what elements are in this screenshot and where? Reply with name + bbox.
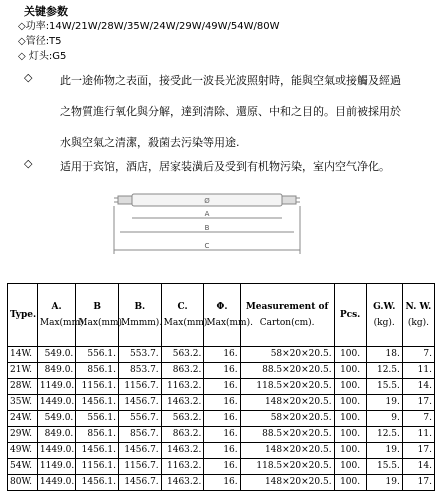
table-cell-b-mmmm: 1456.7. [118, 443, 161, 459]
table-cell-net-weight: 7. [402, 411, 434, 427]
header-label-bottom: Max(mm). [206, 318, 253, 328]
table-cell-a-max: 1449.0. [37, 475, 75, 491]
table-cell-b-max: 1456.1. [76, 395, 119, 411]
table-row [8, 459, 435, 475]
table-cell-gross-weight: 19. [366, 395, 402, 411]
table-cell-carton-measurement: 88.5×20×20.5. [240, 363, 334, 379]
table-cell-b-max: 856.1. [76, 427, 119, 443]
table-cell-b-mmmm: 1456.7. [118, 475, 161, 491]
dimension-label-c: C [204, 242, 210, 250]
table-cell-pcs: 100. [334, 427, 366, 443]
table-cell-carton-measurement: 118.5×20×20.5. [240, 459, 334, 475]
header-label-bottom: Pcs. [339, 310, 361, 320]
tube-cap-right [282, 196, 296, 204]
table-cell-pcs: 100. [334, 459, 366, 475]
table-cell-gross-weight: 15.5. [366, 459, 402, 475]
table-cell-b-mmmm: 553.7. [118, 347, 161, 363]
table-cell-b-max: 556.1. [76, 347, 119, 363]
header-label-bottom: Max(mm). [163, 318, 211, 328]
header-label-top: C. [177, 302, 188, 312]
table-cell-b-mmmm: 1456.7. [118, 395, 161, 411]
table-cell-diameter-max: 16. [204, 459, 240, 475]
table-cell-b-mmmm: 1156.7. [118, 459, 161, 475]
table-cell-carton-measurement: 58×20×20.5. [240, 411, 334, 427]
table-cell-diameter-max: 16. [204, 363, 240, 379]
table-cell-gross-weight: 12.5. [366, 363, 402, 379]
spec-line-tube-diameter: ◇管径:T5 [18, 36, 62, 47]
table-cell-gross-weight: 18. [366, 347, 402, 363]
table-cell-b-mmmm: 1156.7. [118, 379, 161, 395]
table-cell-diameter-max: 16. [204, 379, 240, 395]
table-cell-carton-measurement: 58×20×20.5. [240, 347, 334, 363]
table-cell-type: 14W. [8, 347, 38, 363]
table-row [8, 427, 435, 443]
table-cell-pcs: 100. [334, 363, 366, 379]
table-cell-diameter-max: 16. [204, 411, 240, 427]
table-cell-net-weight: 14. [402, 459, 434, 475]
table-cell-pcs: 100. [334, 395, 366, 411]
table-cell-net-weight: 11. [402, 363, 434, 379]
table-cell-pcs: 100. [334, 411, 366, 427]
table-cell-net-weight: 17. [402, 395, 434, 411]
table-cell-c-max: 863.2. [161, 427, 204, 443]
table-cell-type: 54W. [8, 459, 38, 475]
description-line: 水與空氣之清潔，殺菌去污染等用途. [60, 136, 240, 149]
lamp-spec-table [7, 283, 435, 491]
dimension-label-b: B [204, 224, 210, 232]
table-cell-c-max: 1463.2. [161, 395, 204, 411]
header-label-top: Φ. [216, 302, 228, 312]
table-row [8, 443, 435, 459]
bullet-symbol: ◇ [24, 157, 33, 170]
table-cell-c-max: 563.2. [161, 411, 204, 427]
table-cell-type: 21W. [8, 363, 38, 379]
tube-cap-left [118, 196, 132, 204]
table-cell-carton-measurement: 148×20×20.5. [240, 395, 334, 411]
header-type [8, 284, 38, 347]
table-row [8, 475, 435, 491]
dimension-label-a: A [204, 210, 210, 218]
table-cell-diameter-max: 16. [204, 395, 240, 411]
lamp-dimension-diagram [110, 184, 310, 266]
table-cell-c-max: 1163.2. [161, 459, 204, 475]
table-cell-carton-measurement: 88.5×20×20.5. [240, 427, 334, 443]
table-cell-b-max: 556.1. [76, 411, 119, 427]
header-label-top: A. [51, 302, 62, 312]
bullet-symbol: ◇ [24, 71, 33, 84]
table-cell-b-max: 1156.1. [76, 379, 119, 395]
header-label-top: Measurement of [245, 302, 329, 312]
header-carton-measurement [240, 284, 334, 347]
table-cell-a-max: 1149.0. [37, 379, 75, 395]
spec-line-lamp-base: ◇ 灯头:G5 [18, 51, 67, 62]
table-cell-carton-measurement: 148×20×20.5. [240, 475, 334, 491]
table-cell-net-weight: 17. [402, 443, 434, 459]
table-cell-b-max: 1456.1. [76, 475, 119, 491]
table-cell-a-max: 1449.0. [37, 443, 75, 459]
header-c-max [161, 284, 211, 347]
table-row [8, 347, 435, 363]
table-cell-c-max: 863.2. [161, 363, 204, 379]
table-cell-net-weight: 7. [402, 347, 434, 363]
table-row [8, 411, 435, 427]
table-cell-net-weight: 11. [402, 427, 434, 443]
table-cell-carton-measurement: 148×20×20.5. [240, 443, 334, 459]
table-cell-pcs: 100. [334, 443, 366, 459]
table-cell-c-max: 1163.2. [161, 379, 204, 395]
table-cell-pcs: 100. [334, 347, 366, 363]
header-net-weight [402, 284, 434, 347]
header-pcs [334, 284, 366, 347]
description-line: 此一途佈物之表面，接受此一波長光波照射時，能與空氣或接觸及經過 [60, 74, 401, 87]
table-cell-diameter-max: 16. [204, 347, 240, 363]
table-cell-b-max: 856.1. [76, 363, 119, 379]
table-cell-carton-measurement: 118.5×20×20.5. [240, 379, 334, 395]
section-title: 关键参数 [24, 5, 68, 18]
header-label-bottom: (kg). [373, 318, 395, 328]
header-b-max [76, 284, 125, 347]
header-diameter-max [204, 284, 253, 347]
spec-line-power: ◇功率:14W/21W/28W/35W/24W/29W/49W/54W/80W [18, 21, 280, 32]
table-cell-type: 49W. [8, 443, 38, 459]
table-cell-type: 80W. [8, 475, 38, 491]
table-cell-c-max: 1463.2. [161, 443, 204, 459]
table-cell-b-mmmm: 556.7. [118, 411, 161, 427]
table-cell-type: 28W. [8, 379, 38, 395]
table-cell-a-max: 549.0. [37, 411, 75, 427]
table-row [8, 379, 435, 395]
table-cell-a-max: 849.0. [37, 427, 75, 443]
table-cell-gross-weight: 19. [366, 443, 402, 459]
table-row [8, 395, 435, 411]
header-label-bottom: Mmmm). [120, 318, 163, 328]
header-label-top: B. [134, 302, 146, 312]
header-label-bottom: Max(mm). [39, 318, 87, 328]
table-cell-b-mmmm: 853.7. [118, 363, 161, 379]
header-label-bottom: Carton(cm). [259, 318, 315, 328]
table-cell-gross-weight: 19. [366, 475, 402, 491]
table-cell-c-max: 563.2. [161, 347, 204, 363]
header-a-max [37, 284, 87, 347]
table-cell-gross-weight: 12.5. [366, 427, 402, 443]
table-cell-type: 24W. [8, 411, 38, 427]
table-header-row [8, 284, 435, 347]
table-cell-b-mmmm: 856.7. [118, 427, 161, 443]
description-line: 之物質進行氧化與分解，達到清除、還原、中和之目的。目前被採用於 [60, 105, 401, 118]
application-line: 适用于宾馆，酒店，居家装潢后及受到有机物污染，室内空气净化。 [60, 160, 390, 173]
table-cell-a-max: 849.0. [37, 363, 75, 379]
table-cell-a-max: 549.0. [37, 347, 75, 363]
table-cell-type: 29W. [8, 427, 38, 443]
diameter-symbol: Ø [204, 197, 210, 205]
table-cell-type: 35W. [8, 395, 38, 411]
table-cell-gross-weight: 9. [366, 411, 402, 427]
table-cell-b-max: 1456.1. [76, 443, 119, 459]
header-gross-weight [366, 284, 402, 347]
table-cell-net-weight: 14. [402, 379, 434, 395]
table-cell-pcs: 100. [334, 379, 366, 395]
table-cell-gross-weight: 15.5. [366, 379, 402, 395]
header-label-bottom: Type. [10, 310, 37, 320]
table-cell-pcs: 100. [334, 475, 366, 491]
header-b-mmmm [118, 284, 161, 347]
header-label-top: G.W. [373, 302, 396, 312]
table-cell-net-weight: 17. [402, 475, 434, 491]
table-row [8, 363, 435, 379]
table-cell-diameter-max: 16. [204, 475, 240, 491]
header-label-bottom: (kg). [407, 318, 429, 328]
table-cell-c-max: 1463.2. [161, 475, 204, 491]
table-cell-diameter-max: 16. [204, 427, 240, 443]
header-label-top: N. W. [405, 302, 432, 312]
header-label-bottom: Max(mm). [78, 318, 125, 328]
table-cell-b-max: 1156.1. [76, 459, 119, 475]
table-cell-a-max: 1149.0. [37, 459, 75, 475]
table-cell-diameter-max: 16. [204, 443, 240, 459]
header-label-top: B [93, 302, 101, 312]
table-cell-a-max: 1449.0. [37, 395, 75, 411]
